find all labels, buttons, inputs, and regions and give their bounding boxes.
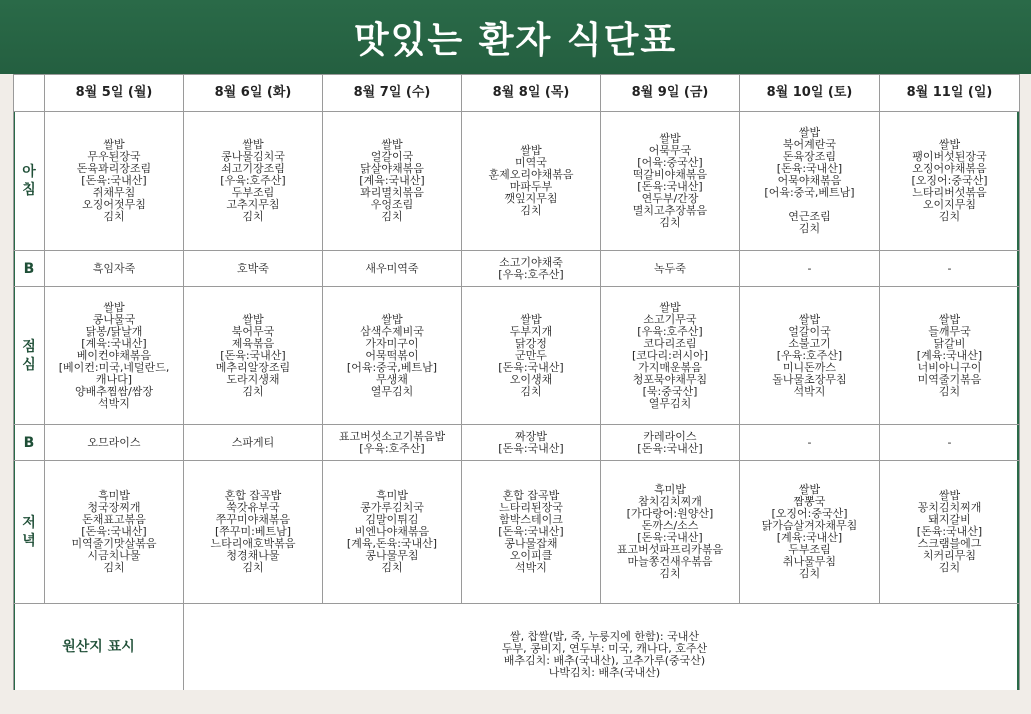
menu-item: 김치 — [520, 204, 542, 217]
menu-cell — [184, 251, 323, 287]
menu-item: 베이컨야채볶음 — [76, 348, 152, 362]
menu-item: 돈육장조림 — [782, 150, 837, 163]
menu-item: 연근조림 — [788, 210, 831, 223]
menu-item: [쭈꾸미:베트남] — [214, 525, 292, 538]
menu-item: 북어계란국 — [782, 138, 837, 151]
meal-label-char: 심 — [22, 356, 36, 373]
menu-cell — [323, 287, 462, 425]
menu-item: 제육볶음 — [231, 336, 275, 350]
menu-cell — [601, 287, 740, 425]
menu-item: [계육:국내산] — [916, 348, 983, 362]
menu-item: 김치 — [242, 210, 264, 223]
menu-item: [우육:호주산] — [776, 348, 843, 362]
menu-item: 쌀밥 — [659, 300, 681, 314]
menu-item: 돈채표고볶음 — [82, 513, 146, 526]
breakfast-row — [14, 112, 1020, 251]
page-title: 맛있는 환자 식단표 — [353, 19, 678, 61]
date-header-row — [14, 75, 1020, 112]
date-header: 8월 7일 (수) — [323, 75, 462, 112]
menu-item: 북어무국 — [231, 324, 275, 338]
menu-item: 떡갈비야채볶음 — [632, 168, 708, 181]
menu-item: [계육:국내산] — [359, 174, 425, 187]
menu-item: 미역줄기맛살볶음 — [71, 537, 157, 550]
menu-item: 닭봉/닭날개 — [85, 324, 143, 338]
menu-item: 석박지 — [793, 384, 826, 398]
menu-cell — [462, 251, 601, 287]
menu-item: 두부조림 — [788, 543, 831, 556]
menu-item: 스크램블에그 — [917, 537, 982, 550]
menu-item: 양배추찜쌈/쌈장 — [74, 384, 154, 398]
menu-item: 두부조림 — [231, 186, 275, 199]
menu-item: 쌀밥 — [520, 312, 542, 326]
menu-item: 청포묵야채무침 — [632, 372, 708, 386]
page-header — [0, 0, 1031, 74]
menu-item: 청국장찌개 — [87, 501, 141, 514]
menu-item: 어묵떡볶이 — [365, 348, 419, 362]
meal-label-dinner — [14, 461, 45, 604]
menu-item: 돼지갈비 — [928, 513, 971, 526]
menu-item: 스파게티 — [231, 435, 275, 449]
meal-label-lunch — [14, 287, 45, 425]
menu-item: [우육:호주산] — [498, 267, 564, 281]
menu-item: 치커리무침 — [922, 549, 977, 562]
menu-item: 가자미구이 — [365, 336, 419, 350]
menu-cell — [880, 461, 1020, 604]
menu-item: 오징어야채볶음 — [912, 162, 987, 175]
menu-item: [어육:중국산] — [637, 156, 703, 169]
meal-label-snack: B — [14, 251, 45, 287]
origin-row — [14, 604, 1020, 691]
origin-line: 쌀, 찹쌀(밥, 죽, 누룽지에 한함): 국내산 — [509, 630, 700, 643]
snack-row-2 — [14, 425, 1020, 461]
menu-item: 김치 — [242, 561, 264, 574]
origin-line: 두부, 콩비지, 연두부: 미국, 캐나다, 호주산 — [501, 642, 708, 655]
menu-item: 군만두 — [515, 348, 547, 362]
menu-item: 삼색수제비국 — [360, 324, 424, 338]
menu-item: 청경채나물 — [226, 549, 280, 562]
menu-item: 팽이버섯된장국 — [912, 150, 987, 163]
menu-cell — [462, 461, 601, 604]
menu-cell — [45, 461, 184, 604]
menu-item: [오징어:중국산] — [911, 174, 988, 187]
menu-item: 쥐채무침 — [92, 186, 136, 199]
menu-item: 미역국 — [515, 156, 547, 169]
menu-item: [우육:호주산] — [220, 174, 286, 187]
menu-cell — [601, 461, 740, 604]
menu-item: 김치 — [520, 384, 542, 398]
menu-item: 어묵무국 — [648, 144, 692, 157]
date-header: 8월 8일 (목) — [462, 75, 601, 112]
menu-item: 콩나물국 — [92, 312, 136, 326]
menu-item: 돈육꽈리장조림 — [76, 162, 152, 175]
menu-item: 김치 — [938, 210, 961, 223]
lunch-row — [14, 287, 1020, 425]
menu-item: 김치 — [103, 210, 125, 223]
menu-item: 열무김치 — [370, 384, 414, 398]
menu-item: [돈육:국내산] — [498, 525, 564, 538]
meal-label-breakfast — [14, 112, 45, 251]
menu-item: 새우미역죽 — [365, 261, 419, 275]
menu-item: - — [947, 435, 952, 449]
menu-item: 마파두부 — [509, 180, 553, 193]
menu-item: [돈육:국내산] — [498, 360, 564, 374]
menu-cell — [462, 287, 601, 425]
meal-label-char: 녁 — [22, 533, 36, 549]
menu-item: 두부지개 — [509, 324, 553, 338]
menu-cell — [462, 425, 601, 461]
menu-item: 쭈꾸미야채볶음 — [215, 513, 291, 526]
menu-cell — [601, 112, 740, 251]
menu-item: [우육:호주산] — [637, 324, 703, 338]
menu-item: 오징어젓무침 — [82, 198, 146, 211]
menu-cell — [601, 251, 740, 287]
menu-item: 쌀밥 — [659, 132, 681, 145]
menu-cell — [880, 251, 1020, 287]
menu-item: 돌나물초장무침 — [772, 372, 847, 386]
menu-item: 짜장밥 — [515, 429, 547, 443]
menu-cell — [45, 287, 184, 425]
origin-text — [184, 604, 1020, 691]
menu-item: 닭가슴살겨자채무침 — [761, 519, 858, 532]
menu-item: 카레라이스 — [643, 429, 697, 443]
menu-item: [돈육:국내산] — [637, 441, 703, 455]
menu-cell — [323, 112, 462, 251]
menu-item: 소불고기 — [788, 336, 831, 350]
menu-item: 멸치고추장볶음 — [632, 204, 708, 217]
menu-cell — [740, 251, 880, 287]
menu-item: - — [947, 261, 952, 275]
menu-item: 들깨무국 — [928, 324, 971, 338]
menu-item: 김치 — [798, 222, 821, 235]
menu-item: 닭갈비 — [933, 336, 966, 350]
menu-item: [돈육:국내산] — [498, 441, 564, 455]
menu-item: 고추지무침 — [226, 198, 280, 211]
menu-cell — [184, 425, 323, 461]
menu-item: 쇠고기장조림 — [221, 162, 285, 175]
header-corner — [14, 75, 45, 112]
menu-cell — [45, 425, 184, 461]
menu-item: [코다리:러시아] — [631, 348, 709, 362]
menu-item: - — [807, 261, 812, 275]
menu-cell — [880, 425, 1020, 461]
menu-item: [돈육:국내산] — [220, 348, 286, 362]
menu-cell — [184, 461, 323, 604]
menu-item: 석박지 — [98, 396, 130, 410]
origin-line: 나박김치: 배추(국내산) — [548, 666, 661, 679]
menu-item: [돈육:국내산] — [81, 525, 147, 538]
menu-item: 녹두죽 — [654, 261, 686, 275]
menu-item: 호박죽 — [237, 261, 269, 275]
menu-cell — [184, 287, 323, 425]
menu-item: 쌀밥 — [938, 489, 961, 502]
menu-item: 쌀밥 — [103, 138, 125, 151]
menu-item: 쌀밥 — [381, 312, 403, 326]
snack-row-1 — [14, 251, 1020, 287]
meal-label-char: 침 — [22, 182, 36, 198]
menu-item: 표고버섯소고기볶음밥 — [338, 429, 446, 443]
menu-item: [가다랑어:원양산] — [626, 507, 714, 520]
menu-item: [어육:중국,베트남] — [764, 186, 855, 199]
menu-item: 소고기야채죽 — [499, 255, 563, 269]
menu-item: 김치 — [938, 384, 961, 398]
menu-item: 무생채 — [376, 372, 408, 386]
menu-item: 꽈리멸치볶음 — [360, 186, 424, 199]
menu-item: 오이지무침 — [922, 198, 977, 211]
menu-item: 닭강정 — [515, 336, 547, 350]
menu-item: [돈육:국내산] — [637, 531, 703, 544]
menu-item: 김말이튀김 — [365, 513, 419, 526]
menu-item: 너비아니구이 — [917, 360, 982, 374]
menu-item: 혼합 잡곡밥 — [224, 489, 282, 502]
menu-item: 쌀밥 — [798, 483, 821, 496]
origin-label: 원산지 표시 — [14, 604, 184, 691]
menu-item: 오이피클 — [509, 549, 553, 562]
menu-item: 쌀밥 — [798, 312, 821, 326]
menu-item: 얼갈이국 — [788, 324, 831, 338]
menu-item: [계육,돈육:국내산] — [346, 537, 438, 550]
menu-item: 깻잎지무침 — [504, 192, 558, 205]
menu-item: 김치 — [659, 567, 681, 580]
menu-item: [계육:국내산] — [81, 336, 147, 350]
menu-item: 참치김치찌개 — [638, 495, 702, 508]
date-header: 8월 9일 (금) — [601, 75, 740, 112]
menu-cell — [740, 287, 880, 425]
menu-item: 김치 — [242, 384, 264, 398]
menu-item: 표고버섯파프리카볶음 — [616, 543, 724, 556]
menu-item: [어육:중국,베트남] — [346, 360, 438, 374]
menu-item: 콩나물김치국 — [221, 150, 285, 163]
menu-item: 흑임자죽 — [92, 261, 136, 275]
menu-item: 흑미밥 — [376, 489, 408, 502]
menu-item: 닭살야채볶음 — [360, 162, 424, 175]
meal-plan-table — [13, 74, 1020, 691]
menu-item: 우엉조림 — [370, 198, 414, 211]
dinner-row — [14, 461, 1020, 604]
menu-item: 콩나물무침 — [365, 549, 419, 562]
menu-item: [돈육:국내산] — [776, 162, 843, 175]
menu-item: 오므라이스 — [87, 435, 141, 449]
date-header: 8월 11일 (일) — [880, 75, 1020, 112]
menu-item: 미니돈까스 — [782, 360, 837, 374]
menu-item: 캐나다] — [95, 372, 133, 386]
menu-item: 석박지 — [515, 561, 547, 574]
menu-item: 흑미밥 — [98, 489, 130, 502]
menu-item: 시금치나물 — [87, 549, 141, 562]
menu-item: 쑥갓유부국 — [226, 501, 280, 514]
meal-label-snack: B — [14, 425, 45, 461]
menu-cell — [323, 425, 462, 461]
menu-item: 짬뽕국 — [793, 495, 826, 508]
menu-cell — [880, 287, 1020, 425]
menu-item: 꽁치김치찌개 — [917, 501, 982, 514]
menu-item: 취나물무침 — [782, 555, 837, 568]
menu-item: 함박스테이크 — [499, 513, 563, 526]
menu-item: 훈제오리야채볶음 — [488, 168, 574, 181]
menu-item: 메추리알장조림 — [215, 360, 291, 374]
menu-item: 돈까스/소스 — [641, 519, 699, 532]
menu-item: 도라지생채 — [226, 372, 280, 386]
meal-label-char: 점 — [22, 338, 36, 355]
menu-cell — [45, 251, 184, 287]
menu-item: 코다리조림 — [643, 336, 697, 350]
menu-item: 무우된장국 — [87, 150, 141, 163]
menu-cell — [462, 112, 601, 251]
menu-item: 어묵야채볶음 — [777, 174, 842, 187]
menu-item: 가지매운볶음 — [638, 360, 702, 374]
menu-item: 열무김치 — [648, 396, 692, 410]
menu-item: 느타리버섯볶음 — [912, 186, 987, 199]
menu-cell — [323, 461, 462, 604]
menu-item: 쌀밥 — [381, 138, 403, 151]
menu-item: 쌀밥 — [938, 138, 961, 151]
menu-item: [돈육:국내산] — [637, 180, 703, 193]
menu-item: 소고기무국 — [643, 312, 697, 326]
menu-item: 김치 — [798, 567, 821, 580]
menu-cell — [740, 425, 880, 461]
menu-item: 김치 — [381, 561, 403, 574]
footer-band — [0, 690, 1031, 714]
menu-item: 흑미밥 — [654, 483, 686, 496]
menu-item: [우육:호주산] — [359, 441, 425, 455]
date-header: 8월 6일 (화) — [184, 75, 323, 112]
menu-item: 오이생채 — [509, 372, 553, 386]
menu-item: 김치 — [938, 561, 961, 574]
menu-item: 콩나물잡채 — [504, 537, 558, 550]
menu-item: [돈육:국내산] — [916, 525, 983, 538]
menu-item: [오징어:중국산] — [771, 507, 848, 520]
menu-item: 쌀밥 — [242, 138, 264, 151]
menu-item: 콩가루김치국 — [360, 501, 424, 514]
menu-item: 쌀밥 — [520, 144, 542, 157]
date-header: 8월 10일 (토) — [740, 75, 880, 112]
date-header: 8월 5일 (월) — [45, 75, 184, 112]
menu-item: 김치 — [659, 216, 681, 229]
origin-line: 배추김치: 배추(국내산), 고추가루(중국산) — [503, 654, 706, 667]
menu-item: [묵:중국산] — [642, 384, 698, 398]
menu-item: 김치 — [381, 210, 403, 223]
menu-cell — [740, 112, 880, 251]
menu-cell — [323, 251, 462, 287]
menu-item: [돈육:국내산] — [81, 174, 147, 187]
menu-item: [계육:국내산] — [776, 531, 843, 544]
menu-cell — [601, 425, 740, 461]
meal-label-char: 저 — [22, 515, 36, 531]
menu-item: 느타리애호박볶음 — [210, 537, 296, 550]
menu-cell — [184, 112, 323, 251]
menu-item: 쌀밥 — [242, 312, 264, 326]
menu-item: [베이컨:미국,네덜란드, — [58, 360, 170, 374]
menu-item: 얼갈이국 — [370, 150, 414, 163]
menu-item: 쌀밥 — [798, 126, 821, 139]
menu-item: 연두부/간장 — [641, 192, 699, 205]
menu-item: 느타리된장국 — [499, 501, 563, 514]
menu-cell — [880, 112, 1020, 251]
menu-item: 미역줄기볶음 — [917, 372, 982, 386]
menu-item: 김치 — [103, 561, 125, 574]
meal-label-char: 아 — [22, 164, 36, 180]
menu-item: - — [807, 435, 812, 449]
menu-item: 쌀밥 — [938, 312, 961, 326]
menu-item: 쌀밥 — [103, 300, 125, 314]
menu-cell — [45, 112, 184, 251]
menu-item: 마늘쫑건새우볶음 — [627, 555, 713, 568]
menu-item: 비엔나야채볶음 — [354, 525, 430, 538]
menu-item: 혼합 잡곡밥 — [502, 489, 560, 502]
menu-cell — [740, 461, 880, 604]
